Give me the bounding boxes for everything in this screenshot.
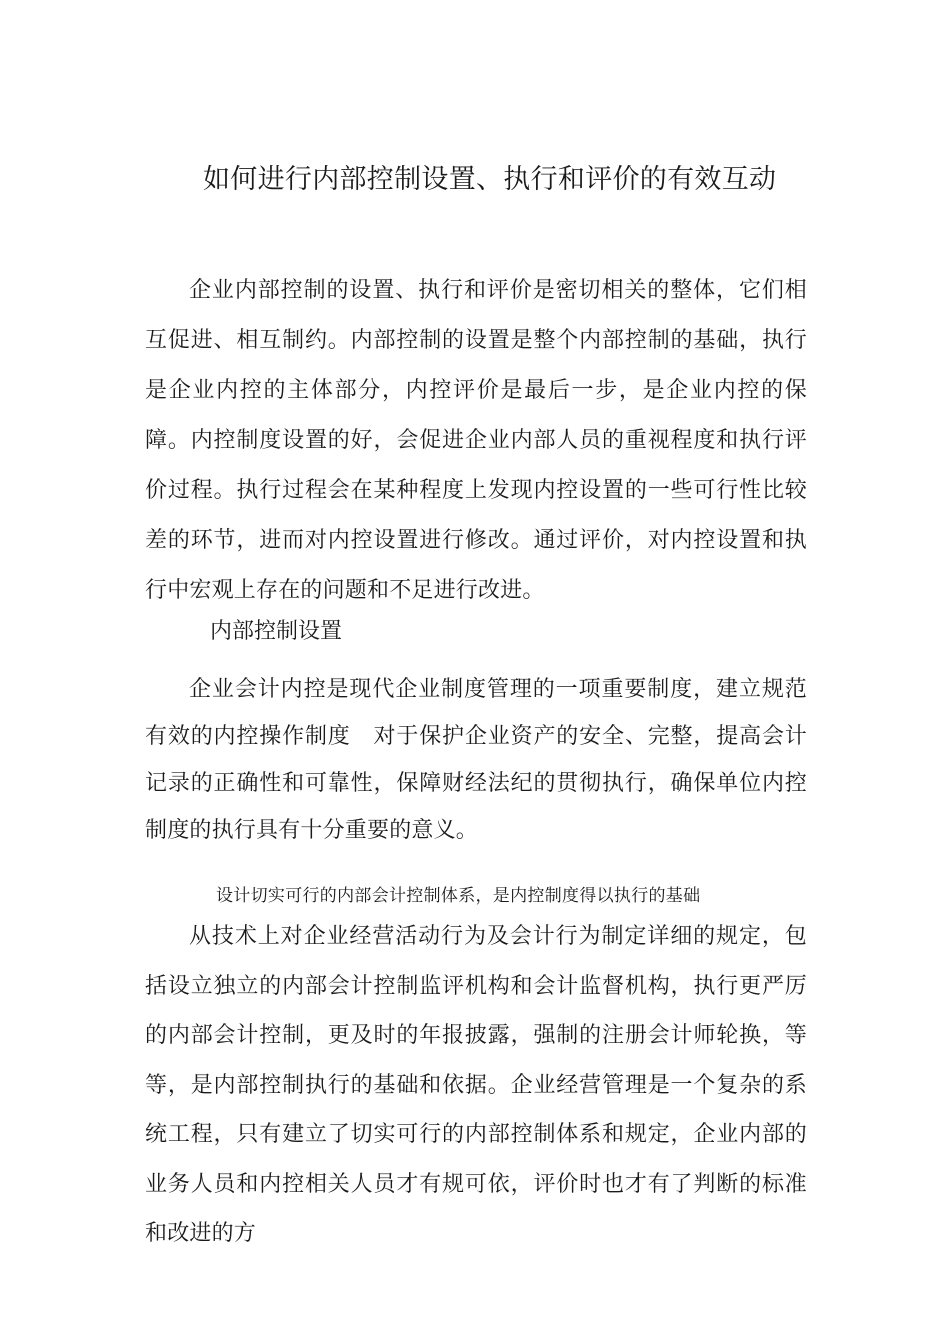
section-paragraph: 企业会计内控是现代企业制度管理的一项重要制度，建立规范有效的内控操作制度 对于保护企业资产的安全、完整，提高会计记录的正确性和可靠性，保障财经法纪的贯彻执行，确保单位内控制度的执行具有十分重要的意义。	[145, 677, 807, 843]
subsection-heading: 设计切实可行的内部会计控制体系，是内控制度得以执行的基础	[216, 886, 701, 906]
intro-paragraph: 企业内部控制的设置、执行和评价是密切相关的整体，它们相互促进、相互制约。内部控制的设置是整个内部控制的基础，执行是企业内控的主体部分，内控评价是最后一步，是企业内控的保障。内控制度设置的好，会促进企业内部人员的重视程度和执行评价过程。执行过程会在某种程度上发现内控设置的一些可行性比较差的环节，进而对内控设置进行修改。通过评价，对内控设置和执行中宏观上存在的问题和不足进行改进。	[145, 278, 807, 603]
document-title: 如何进行内部控制设置、执行和评价的有效互动	[203, 164, 777, 195]
subsection-paragraph: 从技术上对企业经营活动行为及会计行为制定详细的规定，包括设立独立的内部会计控制监评机构和会计监督机构，执行更严厉的内部会计控制，更及时的年报披露，强制的注册会计师轮换，等等，是内部控制执行的基础和依据。企业经营管理是一个复杂的系统工程，只有建立了切实可行的内部控制体系和规定，企业内部的业务人员和内控相关人员才有规可依，评价时也才有了判断的标准和改进的方	[145, 924, 807, 1246]
section-heading: 内部控制设置	[210, 619, 343, 644]
